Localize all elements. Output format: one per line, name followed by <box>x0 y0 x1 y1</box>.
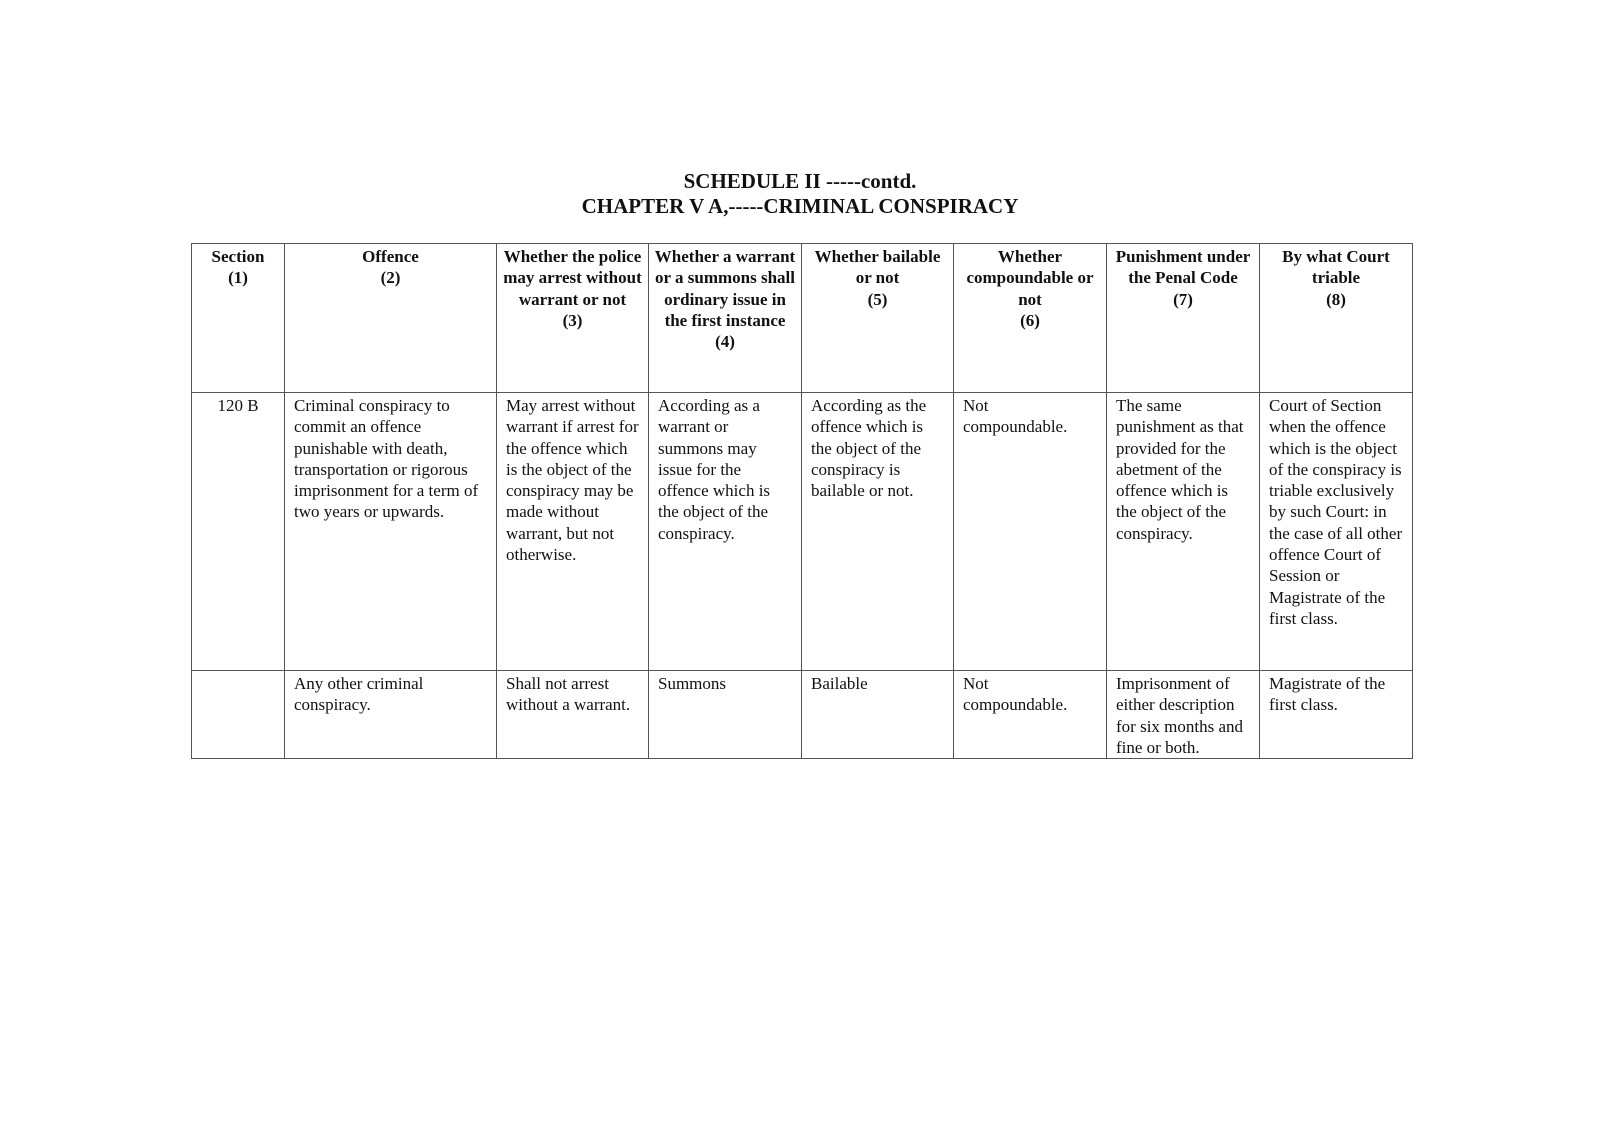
cell-compoundable: Not compoundable. <box>954 671 1107 759</box>
cell-warrant-summons: Summons <box>649 671 802 759</box>
cell-compoundable: Not compoundable. <box>954 393 1107 671</box>
schedule-title: SCHEDULE II -----contd. <box>683 169 917 193</box>
conspiracy-schedule-table <box>191 243 1413 759</box>
header-court-triable: By what Court triable (8) <box>1260 244 1413 393</box>
cell-arrest: Shall not arrest without a warrant. <box>497 671 649 759</box>
header-row <box>192 244 1413 393</box>
table-row <box>192 393 1413 671</box>
header-punishment: Punishment under the Penal Code (7) <box>1107 244 1260 393</box>
header-compoundable: Whether compoundable or not (6) <box>954 244 1107 393</box>
header-warrant-or-summons: Whether a warrant or a summons shall ordinary issue in the first instance (4) <box>649 244 802 393</box>
cell-offence: Criminal conspiracy to commit an offence punishable with death, transportation or rigorous imprisonment for a term of two years or upwards. <box>285 393 497 671</box>
cell-offence: Any other criminal conspiracy. <box>285 671 497 759</box>
cell-court: Court of Section when the offence which is the object of the conspiracy is triable exclusively by such Court: in the case of all other offence Court of Session or Magistrate of the first class. <box>1260 393 1413 671</box>
cell-bailable: Bailable <box>802 671 954 759</box>
chapter-title: CHAPTER V A,-----CRIMINAL CONSPIRACY <box>581 194 1019 218</box>
cell-arrest: May arrest without warrant if arrest for the offence which is the object of the conspiracy may be made without warrant, but not otherwise. <box>497 393 649 671</box>
cell-court: Magistrate of the first class. <box>1260 671 1413 759</box>
header-section: Section (1) <box>192 244 285 393</box>
cell-section: 120 B <box>192 393 285 671</box>
header-bailable: Whether bailable or not (5) <box>802 244 954 393</box>
cell-warrant-summons: According as a warrant or summons may issue for the offence which is the object of the conspiracy. <box>649 393 802 671</box>
header-arrest-without-warrant: Whether the police may arrest without warrant or not (3) <box>497 244 649 393</box>
cell-section <box>192 671 285 759</box>
table-row <box>192 671 1413 759</box>
cell-punishment: Imprisonment of either description for six months and fine or both. <box>1107 671 1260 759</box>
header-offence: Offence (2) <box>285 244 497 393</box>
cell-bailable: According as the offence which is the object of the conspiracy is bailable or not. <box>802 393 954 671</box>
cell-punishment: The same punishment as that provided for the abetment of the offence which is the object of the conspiracy. <box>1107 393 1260 671</box>
